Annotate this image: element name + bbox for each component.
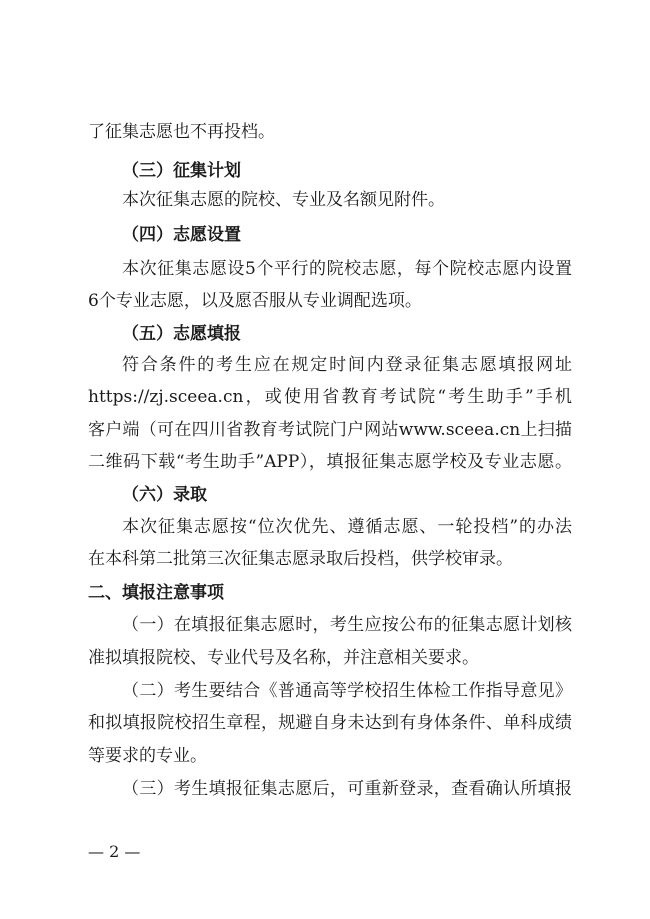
section-heading-filling: （五）志愿填报: [122, 324, 241, 344]
paragraph-line: （三）考生填报征集志愿后，可重新登录，查看确认所填报: [122, 779, 572, 799]
section-heading-settings: （四）志愿设置: [122, 225, 241, 245]
paragraph-line: 符合条件的考生应在规定时间内登录征集志愿填报网址: [122, 355, 572, 375]
paragraph-line: 了征集志愿也不再投档。: [88, 122, 275, 142]
paragraph-line: 6个专业志愿，以及愿否服从专业调配选项。: [88, 291, 422, 311]
page-number: — 2 —: [88, 842, 141, 861]
paragraph-line: 本次征集志愿设5个平行的院校志愿，每个院校志愿内设置: [122, 259, 572, 279]
section-heading-plan: （三）征集计划: [122, 161, 241, 181]
paragraph-line: （二）考生要结合《普通高等学校招生体检工作指导意见》: [122, 681, 572, 701]
paragraph-line: 二维码下载“考生助手”APP），填报征集志愿学校及专业志愿。: [88, 452, 572, 472]
paragraph-line: 本次征集志愿的院校、专业及名额见附件。: [122, 190, 445, 210]
paragraph-line: 本次征集志愿按“位次优先、遵循志愿、一轮投档”的办法: [122, 517, 572, 537]
paragraph-line: https://zj.sceea.cn，或使用省教育考试院“考生助手”手机: [88, 387, 572, 407]
paragraph-line: 在本科第二批第三次征集志愿录取后投档，供学校审录。: [88, 549, 513, 569]
section-heading-notes: 二、填报注意事项: [88, 583, 224, 603]
paragraph-line: 和拟填报院校招生章程，规避自身未达到有身体条件、单科成绩: [88, 713, 572, 733]
paragraph-line: 等要求的专业。: [88, 746, 207, 766]
paragraph-line: 准拟填报院校、专业代号及名称，并注意相关要求。: [88, 648, 479, 668]
section-heading-admission: （六）录取: [122, 485, 207, 505]
paragraph-line: 客户端（可在四川省教育考试院门户网站www.sceea.cn上扫描: [88, 420, 572, 440]
paragraph-line: （一）在填报征集志愿时，考生应按公布的征集志愿计划核: [122, 615, 572, 635]
